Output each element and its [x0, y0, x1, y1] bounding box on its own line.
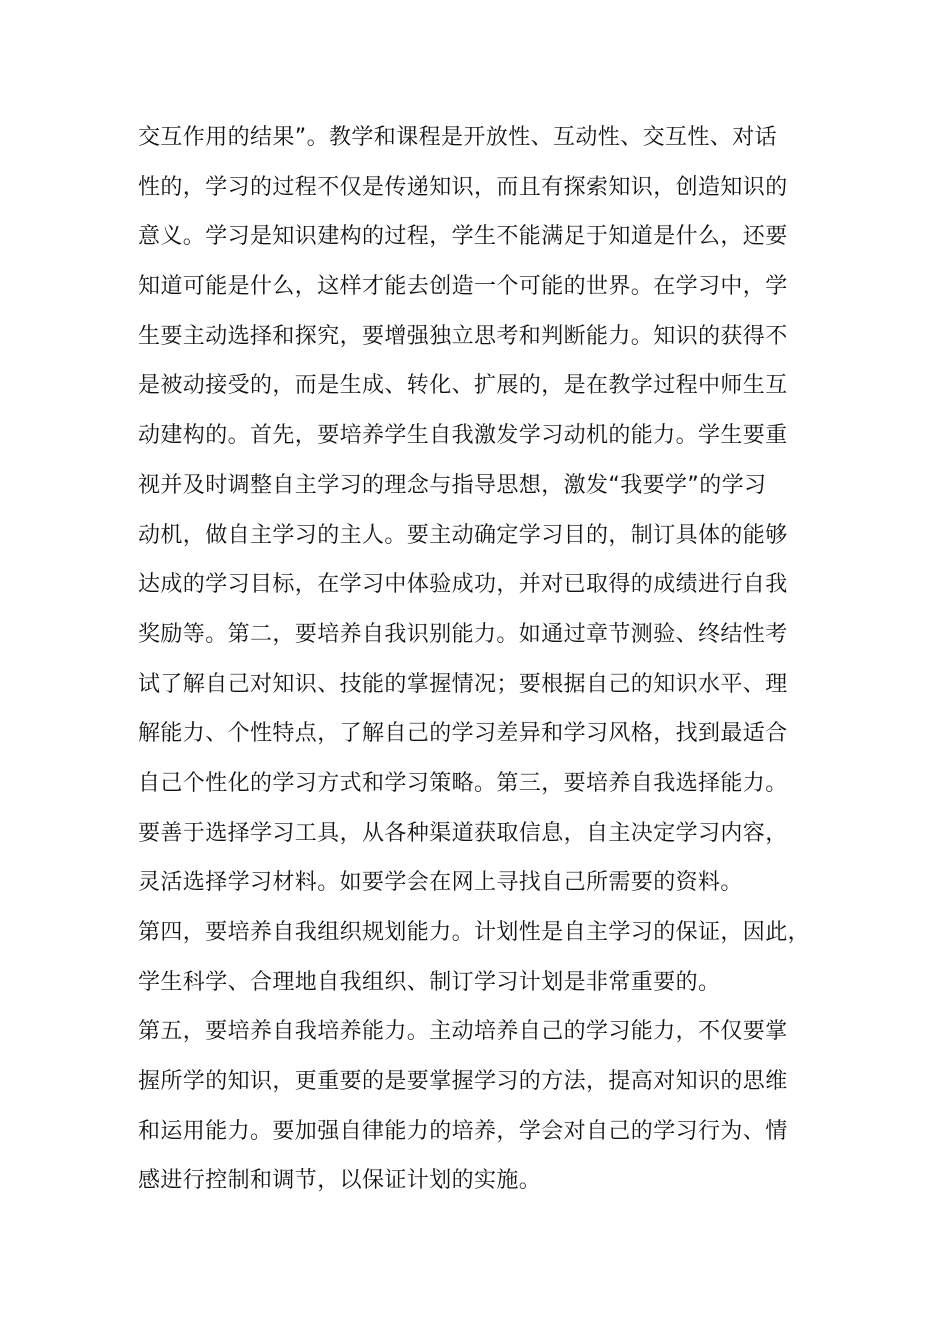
text-line: 生要主动选择和探究，要增强独立思考和判断能力。知识的获得不 — [138, 323, 788, 349]
text-line: 是被动接受的，而是生成、转化、扩展的，是在教学过程中师生互 — [138, 373, 788, 399]
text-line: 试了解自己对知识、技能的掌握情况；要根据自己的知识水平、理 — [138, 671, 788, 697]
text-line: 视并及时调整自主学习的理念与指导思想，激发“我要学”的学习 — [138, 472, 767, 498]
text-line: 动机，做自主学习的主人。要主动确定学习目的，制订具体的能够 — [138, 522, 788, 548]
body-text — [138, 113, 828, 1206]
text-line: 动建构的。首先，要培养学生自我激发学习动机的能力。学生要重 — [138, 423, 788, 449]
text-line: 握所学的知识，更重要的是要掌握学习的方法，提高对知识的思维 — [138, 1069, 788, 1095]
text-line: 学生科学、合理地自我组织、制订学习计划是非常重要的。 — [138, 969, 721, 995]
text-line: 第四，要培养自我组织规划能力。计划性是自主学习的保证，因此， — [138, 920, 811, 945]
text-line: 自己个性化的学习方式和学习策略。第三，要培养自我选择能力。 — [138, 770, 788, 796]
text-line: 灵活选择学习材料。如要学会在网上寻找自己所需要的资料。 — [138, 870, 743, 896]
text-line: 解能力、个性特点，了解自己的学习差异和学习风格，找到最适合 — [138, 721, 788, 747]
text-line: 性的，学习的过程不仅是传递知识，而且有探索知识，创造知识的 — [138, 174, 788, 200]
text-line: 达成的学习目标，在学习中体验成功，并对已取得的成绩进行自我 — [138, 572, 788, 598]
text-line: 交互作用的结果”。教学和课程是开放性、互动性、交互性、对话 — [138, 125, 777, 150]
text-line: 知道可能是什么，这样才能去创造一个可能的世界。在学习中，学 — [138, 274, 788, 300]
text-line: 感进行控制和调节，以保证计划的实施。 — [138, 1168, 542, 1194]
text-line: 和运用能力。要加强自律能力的培养，学会对自己的学习行为、情 — [138, 1118, 788, 1144]
text-line: 第五，要培养自我培养能力。主动培养自己的学习能力，不仅要掌 — [138, 1019, 788, 1045]
text-line: 奖励等。第二，要培养自我识别能力。如通过章节测验、终结性考 — [138, 621, 788, 647]
text-line: 意义。学习是知识建构的过程，学生不能满足于知道是什么，还要 — [138, 224, 788, 250]
text-line: 要善于选择学习工具，从各种渠道获取信息，自主决定学习内容， — [138, 820, 788, 846]
